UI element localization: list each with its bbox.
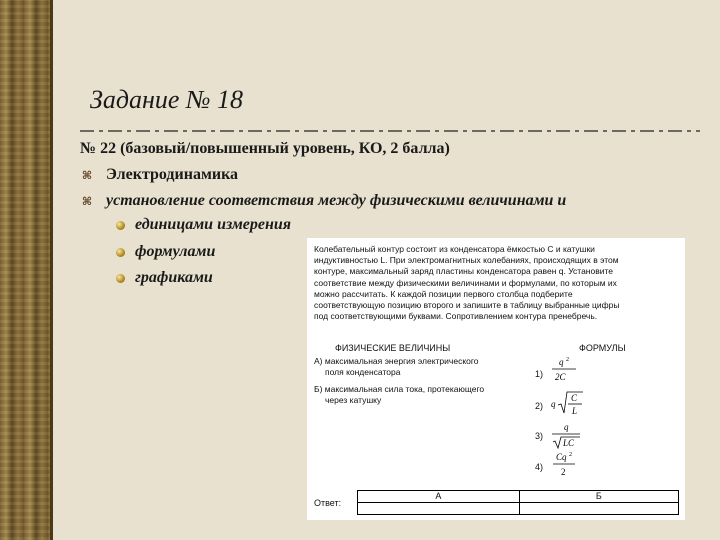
- bullet-label: установление соответствия между физическими величинами и: [106, 192, 567, 209]
- svg-text:C: C: [571, 393, 578, 403]
- bullet-glyph-icon: ⌘: [81, 169, 93, 182]
- formula-1-expression: [549, 355, 579, 387]
- svg-text:q: q: [551, 399, 556, 409]
- column-header-formulas: ФОРМУЛЫ: [579, 343, 626, 353]
- svg-text:2: 2: [561, 467, 566, 477]
- gold-dot-icon: [116, 248, 125, 257]
- task-line: соответствующую позицию второго и запишите в таблицу выбранные цифры: [314, 300, 620, 311]
- formula-number: 3): [535, 431, 544, 441]
- svg-text:2: 2: [569, 452, 572, 458]
- svg-text:q: q: [559, 357, 564, 367]
- quantity-line: поля конденсатора: [325, 367, 401, 377]
- gold-dot-icon: [116, 274, 125, 283]
- task-line: можно рассчитать. К каждой позиции первого столбца подберите: [314, 288, 573, 299]
- quantity-line: А) максимальная энергия электрического: [314, 356, 479, 366]
- task-line: Колебательный контур состоит из конденсатора ёмкостью C и катушки: [314, 244, 595, 254]
- formula-3-expression: [549, 421, 585, 451]
- stripe-edge: [50, 0, 53, 540]
- quantity-line: через катушку: [325, 395, 382, 405]
- task-image: [307, 238, 685, 520]
- task-line: контуре, максимальный заряд пластины конденсатора равен q. Установите: [314, 266, 614, 277]
- formula-2-expression: [549, 389, 585, 421]
- answer-table: [357, 490, 679, 515]
- formula-number: 4): [535, 462, 544, 472]
- answer-label: Ответ:: [314, 498, 342, 508]
- formula-4-expression: [549, 450, 581, 482]
- quantity-line: Б) максимальная сила тока, протекающего: [314, 384, 485, 394]
- subbullet-formulas: [116, 243, 215, 261]
- answer-cell-a: [358, 503, 520, 515]
- task-line: индуктивностью L. При электромагнитных колебаниях, происходящих в этом: [314, 255, 619, 266]
- slide-title: Задание № 18: [90, 85, 243, 114]
- task-line: под соответствующими буквами. Сопротивлением контура пренебречь.: [314, 311, 598, 322]
- bullet-electrodynamics: [80, 166, 238, 184]
- title-divider: [80, 126, 700, 136]
- subbullet-label: формулами: [135, 243, 216, 260]
- answer-column-a: А: [358, 491, 520, 503]
- task-statement: [314, 244, 680, 322]
- svg-text:q: q: [564, 422, 569, 432]
- formula-number: 2): [535, 401, 544, 411]
- subbullet-label: графиками: [135, 269, 213, 286]
- subbullet-graphs: [116, 269, 213, 287]
- subbullet-label: единицами измерения: [135, 216, 292, 233]
- svg-text:L: L: [572, 406, 578, 416]
- svg-text:2C: 2C: [555, 372, 566, 382]
- task-subtitle: № 22 (базовый/повышенный уровень, КО, 2 балла): [80, 140, 450, 157]
- svg-text:Cq: Cq: [556, 452, 567, 462]
- svg-text:LC: LC: [563, 438, 575, 448]
- bullet-label: Электродинамика: [106, 166, 239, 183]
- bullet-glyph-icon: ⌘: [81, 195, 93, 208]
- subbullet-units: [116, 216, 291, 234]
- answer-cell-b: [519, 503, 678, 515]
- answer-column-b: Б: [519, 491, 678, 503]
- column-header-quantities: ФИЗИЧЕСКИЕ ВЕЛИЧИНЫ: [335, 343, 451, 353]
- task-line: соответствие между физическими величинами и формулами, по которым их: [314, 277, 617, 288]
- svg-text:2: 2: [566, 357, 569, 363]
- gold-dot-icon: [116, 221, 125, 230]
- bullet-correspondence: [80, 192, 566, 210]
- formula-number: 1): [535, 369, 544, 379]
- decorative-side-stripe: [0, 0, 50, 540]
